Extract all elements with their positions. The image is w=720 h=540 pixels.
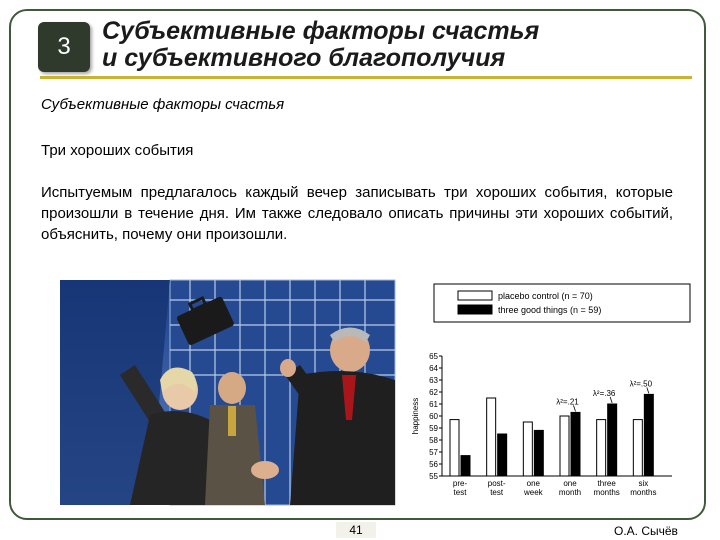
bar-placebo [487,398,496,476]
y-tick-label: 61 [429,400,438,409]
bar-placebo [633,420,642,476]
x-tick-label: pre- [452,479,468,488]
effect-size-label: λ²=.50 [629,379,653,389]
x-tick-label: test [490,488,504,497]
effect-size-label: λ²=.36 [592,389,616,398]
slide-title-line1: Субъективные факторы счастья [102,17,540,45]
slide-title-line2: и субъективного благополучия [102,44,506,72]
y-tick-label: 65 [429,352,438,361]
y-tick-label: 57 [429,448,438,457]
happiness-chart [411,284,690,512]
y-tick-label: 64 [429,364,438,373]
x-tick-label: week [523,488,543,497]
x-tick-label: test [453,488,467,497]
x-tick-label: three [597,479,616,488]
x-tick-label: months [630,488,657,497]
bar-placebo [560,416,569,476]
bar-placebo [597,420,606,476]
legend-label-0: placebo control (n = 70) [498,291,593,301]
bar-three-good-things [608,404,617,476]
y-axis-label: happiness [411,397,420,435]
body-paragraph: Испытуемым предлагалось каждый вечер записывать три хороших события, которые произошли в течение дня. Им также следовало описать причины эти хороших событий, объяснить, почему они произошли. [41,184,673,243]
effect-size-label: λ²=.21 [556,397,579,407]
slide-title [102,18,662,72]
x-tick-label: post- [487,479,506,488]
photo-illustration [60,280,395,505]
slide-number-badge [38,22,90,72]
title-underline [40,76,692,79]
y-tick-label: 55 [429,472,438,481]
x-tick-label: month [558,488,582,497]
chart-svg [411,284,690,512]
y-tick-label: 60 [429,412,438,421]
bar-three-good-things [644,394,653,476]
bar-three-good-things [534,430,543,476]
bar-three-good-things [461,456,470,476]
legend-label-1: three good things (n = 59) [498,305,602,315]
bar-placebo [523,422,532,476]
author-name: О.А. Сычёв [614,524,678,538]
x-tick-label: six [638,479,649,488]
business-people-photo [60,280,395,505]
x-tick-label: one [526,479,541,488]
bar-three-good-things [571,412,580,476]
y-tick-label: 58 [429,436,438,445]
bar-placebo [450,420,459,476]
y-tick-label: 63 [429,376,438,385]
slide-number: 3 [57,33,71,60]
legend-swatch-0 [458,291,492,300]
legend-swatch-1 [458,305,492,314]
y-tick-label: 62 [429,388,438,397]
bar-three-good-things [498,434,507,476]
legend-box [434,284,690,322]
page-number: 41 [336,522,376,538]
section-heading: Три хороших события [41,142,194,159]
slide-subtitle: Субъективные факторы счастья [41,96,285,113]
y-tick-label: 56 [429,460,438,469]
x-tick-label: one [563,479,577,488]
x-tick-label: months [593,488,620,497]
y-tick-label: 59 [429,424,438,433]
